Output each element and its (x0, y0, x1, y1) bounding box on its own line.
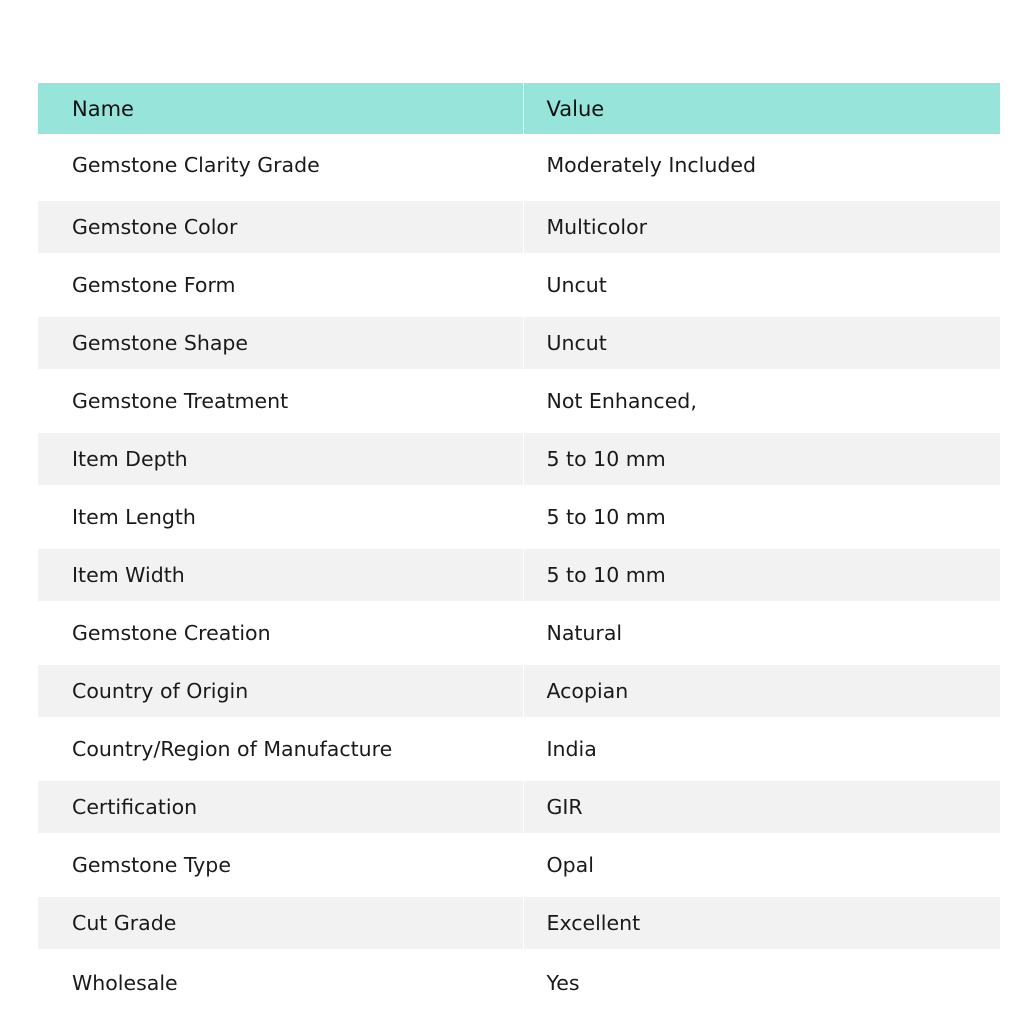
row-value-cell: Yes (523, 952, 1000, 1010)
row-name-cell: Gemstone Form (38, 256, 523, 314)
row-name-cell: Gemstone Creation (38, 604, 523, 662)
row-name-cell: Gemstone Shape (38, 314, 523, 372)
table-row (38, 488, 1000, 546)
table-row (38, 720, 1000, 778)
table-row (38, 198, 1000, 256)
row-value-cell: Opal (523, 836, 1000, 894)
row-value-cell: Uncut (523, 314, 1000, 372)
row-name-cell: Gemstone Color (38, 198, 523, 256)
column-header-name: Name (38, 83, 523, 134)
table-row (38, 372, 1000, 430)
row-name-cell: Cut Grade (38, 894, 523, 952)
row-name-cell: Item Width (38, 546, 523, 604)
column-header-value: Value (523, 83, 1000, 134)
table-row (38, 952, 1000, 1010)
table-row (38, 662, 1000, 720)
table-row (38, 314, 1000, 372)
table-row (38, 546, 1000, 604)
row-name-cell: Item Length (38, 488, 523, 546)
row-name-cell: Gemstone Clarity Grade (38, 134, 523, 198)
row-value-cell: Excellent (523, 894, 1000, 952)
table-row (38, 604, 1000, 662)
row-name-cell: Wholesale (38, 952, 523, 1010)
item-specifics-table (38, 83, 1000, 1010)
table-row (38, 894, 1000, 952)
table-row (38, 430, 1000, 488)
row-name-cell: Gemstone Type (38, 836, 523, 894)
row-name-cell: Item Depth (38, 430, 523, 488)
row-value-cell: 5 to 10 mm (523, 546, 1000, 604)
table-row (38, 134, 1000, 198)
row-name-cell: Country/Region of Manufacture (38, 720, 523, 778)
row-value-cell: Acopian (523, 662, 1000, 720)
table-row (38, 836, 1000, 894)
row-value-cell: 5 to 10 mm (523, 430, 1000, 488)
row-value-cell: 5 to 10 mm (523, 488, 1000, 546)
row-value-cell: Multicolor (523, 198, 1000, 256)
row-value-cell: GIR (523, 778, 1000, 836)
row-name-cell: Gemstone Treatment (38, 372, 523, 430)
row-value-cell: Natural (523, 604, 1000, 662)
row-value-cell: India (523, 720, 1000, 778)
table-row (38, 256, 1000, 314)
row-value-cell: Moderately Included (523, 134, 1000, 198)
table-header-row (38, 83, 1000, 134)
row-value-cell: Uncut (523, 256, 1000, 314)
table-body (38, 134, 1000, 1010)
row-value-cell: Not Enhanced, (523, 372, 1000, 430)
row-name-cell: Country of Origin (38, 662, 523, 720)
table-row (38, 778, 1000, 836)
row-name-cell: Certification (38, 778, 523, 836)
